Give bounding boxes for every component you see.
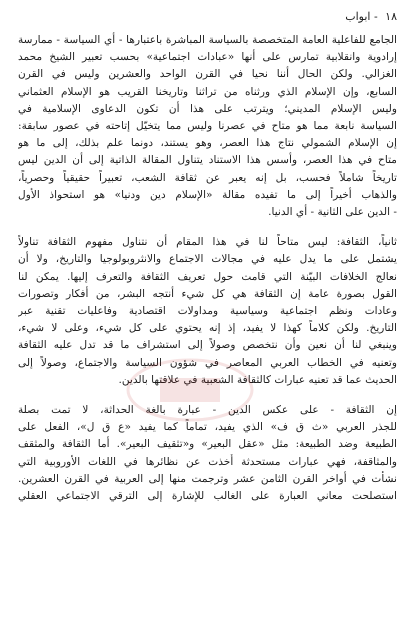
running-head: [18, 10, 397, 24]
text-line: استصلحت معاني العبارة على الغالب للإشارة إلى الترقي الاجتماعي العقلي: [18, 490, 397, 503]
text-line: للجذر العربي «ث ق ف» الذي يفيد، تماماً كما يفيد «ع ق ل»، الفعل على: [18, 421, 397, 434]
running-head-separator: -: [373, 10, 378, 23]
text-line: الجامع للفاعلية العامة المتخصصة بالسياسة المباشرة باعتبارها - أي السياسة - ممارسة: [18, 34, 397, 46]
text-line: الحديث عما قد تعنيه عبارات كالثقافة الشعبية في علاقتها بالدين.: [118, 373, 397, 386]
text-line: نعالج الخلافات البيّنة التي قامت حول تعريف الثقافة والتعرف إليها. يمكن لنا: [18, 270, 397, 283]
text-line: التاريخ. ولكن كلاماً كهذا لا يفيد، إذ إنه يحتوي على كل شيء، وعلى لا شيء،: [18, 322, 397, 335]
text-line: نشأت في أواخر القرن الثامن عشر وترجمت منها إلى العربية في القرن العشرين.: [18, 472, 397, 485]
text-line: الطبيعة وضد الطبيعة: مثل «عقل البعير» و«تثقيف البعير». أما الثقافة والمثقف: [18, 438, 397, 451]
text-line: القول بصورة عامة إن الثقافة هي كل شيء أنتجه البشر، من أفكار وتصورات: [18, 287, 397, 300]
text-line: ثانياً، الثقافة: ليس متاحاً لنا في هذا المقام أن نتناول مفهوم الثقافة تناولاً: [18, 236, 397, 249]
text-line: وعادات ونظم اجتماعية وسياسية ومداولات اقتصادية وفاعليات تقنية عبر: [18, 305, 397, 318]
text-line: تاريخاً شاملاً فحسب، بل إنه يعبر عن ثقافة الشعب، تعبيراً حقيقياً وحصرياً،: [18, 171, 397, 184]
text-line: إن الثقافة - على عكس الدين - عبارة بالغة الحداثة، لا تمت بصلة: [18, 404, 397, 417]
text-line: الغزالي. ولكن الحال أننا نحيا في القرن الواحد والعشرين وليس في القرن: [18, 68, 397, 81]
text-line: وينبغي لنا أن نعين وأن نتخصص وصولاً إلى استشراف ما قد تدل عليه الثقافة: [18, 339, 397, 352]
paragraph-3: [18, 402, 397, 505]
paragraph-2: [18, 234, 397, 389]
running-head-title: ابواب: [345, 10, 371, 23]
page-number: ١٨: [385, 10, 397, 23]
text-line: السياسة نابعة مما هو متاح في عصرنا وليس مما يتخيّل إتاحته في عصور سابقة:: [18, 120, 397, 133]
text-line: والمثاقفة، فهي عبارات مستحدثة أُخذت عن نظائرها في اللغات الأوروبية التي: [18, 455, 397, 468]
text-line: متاح في هذا العصر، وأسس هذا الاستناد يتناول المقالة الذاتية إلى أن الدين ليس: [18, 154, 397, 167]
text-line: والذهاب أخيراً إلى ما تفيده مقالة «الإسلام دين ودنيا» هو استحواذ الأول: [18, 188, 397, 201]
text-line: يشتمل على ما يدل عليه في مجالات الاجتماع والانثروبولوجيا والتاريخ، ولا أن: [18, 253, 397, 266]
text-line: وليس الإسلام المديني؛ ويترتب على هذا أن تكون الدعاوى الإسلامية في: [18, 102, 397, 115]
text-line: السابع، وإن الإسلام الذي ورثناه من تراثنا وتاريخنا القريب هو الإسلام العثماني: [18, 85, 397, 98]
text-line: إن الإسلام الشمولي نتاج هذا العصر، وهو يستند، دونما علم بذلك، إلى ما هو: [18, 137, 397, 150]
text-line: إرادوية وانقلابية تمارس على أنها «عبادات اجتماعية» بحسب تعبير الشيخ محمد: [18, 51, 397, 64]
paragraph-1: [18, 32, 397, 221]
text-line: وتعنيه في الخطاب العربي المعاصر في شؤون السياسة والاجتماع، وصولاً إلى: [18, 356, 397, 369]
text-line: - الدين على الثانية - أي الدنيا.: [268, 206, 397, 219]
